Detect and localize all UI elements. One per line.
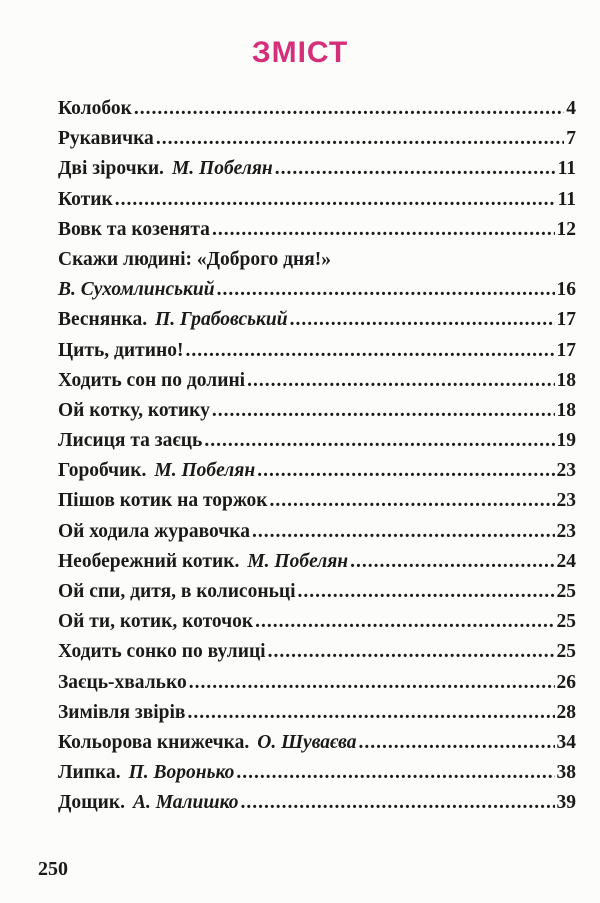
toc-entry-label xyxy=(58,426,202,456)
toc-entry-title: Зимівля звірів xyxy=(58,701,186,723)
toc-leader-dots xyxy=(358,728,554,758)
page-title: ЗМІСТ xyxy=(251,36,349,69)
toc-leader-dots xyxy=(134,94,564,124)
toc-entry-author: П. Воронько xyxy=(128,762,235,784)
toc-entry xyxy=(58,788,576,818)
toc-entry-page: 26 xyxy=(556,671,576,693)
toc-entry-page: 34 xyxy=(556,731,576,753)
toc-entry-title: Кольорова книжечка. xyxy=(58,731,250,753)
toc-entry xyxy=(58,456,576,486)
toc-entry-label xyxy=(58,154,273,184)
toc-entry-page: 28 xyxy=(556,701,576,723)
toc-entry-page: 16 xyxy=(556,279,576,301)
toc-entry xyxy=(58,275,576,305)
toc-entry-title: Липка. xyxy=(58,762,121,784)
toc-entry xyxy=(58,185,576,215)
toc-entry-label xyxy=(58,245,331,275)
toc-entry-title: Дві зірочки. xyxy=(58,158,164,180)
toc-entry-label xyxy=(58,486,268,516)
toc-entry-page: 11 xyxy=(557,188,576,210)
toc-entry-author: М. Побелян xyxy=(247,550,349,572)
toc-entry-page: 12 xyxy=(556,218,576,240)
toc-entry-title: Ой ти, котик, коточок xyxy=(58,611,254,633)
toc-entry xyxy=(58,728,576,758)
toc-entry-title: Вовк та козенята xyxy=(58,218,210,240)
toc-entry-label xyxy=(58,396,210,426)
toc-entry-page: 23 xyxy=(556,490,576,512)
toc-entry xyxy=(58,426,576,456)
toc-entry-label xyxy=(58,275,215,305)
toc-entry-label xyxy=(58,577,296,607)
toc-leader-dots xyxy=(212,215,555,245)
toc-leader-dots xyxy=(212,396,555,426)
toc-entry-label xyxy=(58,607,253,637)
toc-entry-title: Ой ходила журавочка xyxy=(58,520,250,542)
toc-entry-page: 23 xyxy=(556,460,576,482)
toc-entry-page: 17 xyxy=(556,339,576,361)
toc-entry-label xyxy=(58,185,113,215)
toc-leader-dots xyxy=(275,154,556,184)
toc-entry-title: Котик xyxy=(58,188,113,210)
toc-entry-page: 39 xyxy=(556,792,576,814)
toc-entry-page: 25 xyxy=(556,581,576,602)
toc-entry xyxy=(58,607,576,637)
toc-entry-title: Ходить сонко по вулиці xyxy=(58,641,266,663)
toc-leader-dots xyxy=(252,517,555,547)
toc-entry-title: Цить, дитино! xyxy=(58,339,184,361)
toc-entry xyxy=(58,637,576,667)
toc-entry-page: 18 xyxy=(556,369,576,391)
toc-leader-dots xyxy=(257,456,554,486)
toc-leader-dots xyxy=(247,366,554,396)
toc-entry-label xyxy=(58,668,187,698)
toc-entry-author: П. Грабовський xyxy=(155,309,288,331)
table-of-contents xyxy=(58,94,576,819)
toc-entry-page: 24 xyxy=(556,550,576,572)
toc-entry-label xyxy=(58,637,266,667)
toc-entry-title: Скажи людині: «Доброго дня!» xyxy=(58,248,332,270)
toc-entry xyxy=(58,547,576,577)
toc-entry xyxy=(58,215,576,245)
toc-leader-dots xyxy=(268,637,555,667)
page-number: 250 xyxy=(38,858,68,880)
toc-entry-title: Ой котку, котику xyxy=(58,399,210,421)
toc-entry-label xyxy=(58,758,234,788)
toc-entry-label xyxy=(58,124,154,154)
toc-leader-dots xyxy=(290,305,555,335)
toc-entry-author: В. Сухомлинський xyxy=(58,279,215,301)
toc-entry-label xyxy=(58,547,348,577)
toc-leader-dots xyxy=(270,486,555,516)
toc-entry-title: Колобок xyxy=(58,98,132,119)
toc-entry-author: М. Побелян xyxy=(154,460,256,482)
toc-entry-label xyxy=(58,788,239,818)
toc-leader-dots xyxy=(217,275,555,305)
toc-entry-label xyxy=(58,517,250,547)
toc-leader-dots xyxy=(204,426,554,456)
toc-entry-page: 7 xyxy=(566,128,576,150)
toc-entry-label xyxy=(58,456,255,486)
toc-entry-author: М. Побелян xyxy=(171,158,273,180)
toc-entry xyxy=(58,336,576,366)
toc-entry-label xyxy=(58,215,210,245)
toc-entry-page: 4 xyxy=(566,98,576,119)
toc-entry-author: О. Шуваєва xyxy=(257,731,357,753)
toc-leader-dots xyxy=(236,758,554,788)
toc-entry-author: А. Малишко xyxy=(132,792,239,814)
toc-leader-dots xyxy=(115,185,556,215)
toc-entry xyxy=(58,698,576,728)
toc-leader-dots xyxy=(241,788,555,818)
toc-entry-label xyxy=(58,336,183,366)
toc-leader-dots xyxy=(189,668,555,698)
toc-entry-title: Дощик. xyxy=(58,792,125,814)
toc-entry xyxy=(58,758,576,788)
toc-entry xyxy=(58,154,576,184)
toc-entry xyxy=(58,366,576,396)
toc-leader-dots xyxy=(187,698,554,728)
toc-entry-label xyxy=(58,366,245,396)
toc-entry-page: 23 xyxy=(556,520,576,542)
toc-entry-page: 11 xyxy=(557,158,576,180)
toc-entry xyxy=(58,517,576,547)
toc-entry xyxy=(58,305,576,335)
toc-entry-title: Веснянка. xyxy=(58,309,148,331)
toc-entry-page: 38 xyxy=(556,762,576,784)
toc-entry xyxy=(58,124,576,154)
toc-leader-dots xyxy=(350,547,554,577)
toc-leader-dots xyxy=(255,607,554,637)
toc-entry-label xyxy=(58,698,185,728)
toc-entry xyxy=(58,486,576,516)
toc-entry xyxy=(58,396,576,426)
toc-entry xyxy=(58,94,576,124)
toc-entry-title: Необережний котик. xyxy=(58,550,240,572)
toc-entry xyxy=(58,245,576,275)
toc-entry-page: 25 xyxy=(556,611,576,633)
toc-entry-title: Горобчик. xyxy=(58,460,147,482)
toc-entry-label xyxy=(58,728,356,758)
toc-leader-dots xyxy=(185,336,554,366)
toc-entry xyxy=(58,668,576,698)
toc-entry-page: 19 xyxy=(556,430,576,452)
toc-leader-dots xyxy=(156,124,564,154)
toc-leader-dots xyxy=(298,577,555,607)
toc-entry-title: Ой спи, дитя, в колисоньці xyxy=(58,581,296,602)
toc-entry-page: 17 xyxy=(556,309,576,331)
toc-entry-page: 18 xyxy=(556,399,576,421)
toc-entry-title: Заєць-хвалько xyxy=(58,671,187,693)
toc-entry-label xyxy=(58,305,288,335)
toc-entry-title: Ходить сон по долині xyxy=(58,369,246,391)
toc-entry xyxy=(58,577,576,607)
toc-entry-title: Рукавичка xyxy=(58,128,154,150)
toc-entry-title: Пішов котик на торжок xyxy=(58,490,268,512)
toc-entry-label xyxy=(58,94,132,124)
toc-entry-title: Лисиця та заєць xyxy=(58,430,203,452)
toc-entry-page: 25 xyxy=(556,641,576,663)
